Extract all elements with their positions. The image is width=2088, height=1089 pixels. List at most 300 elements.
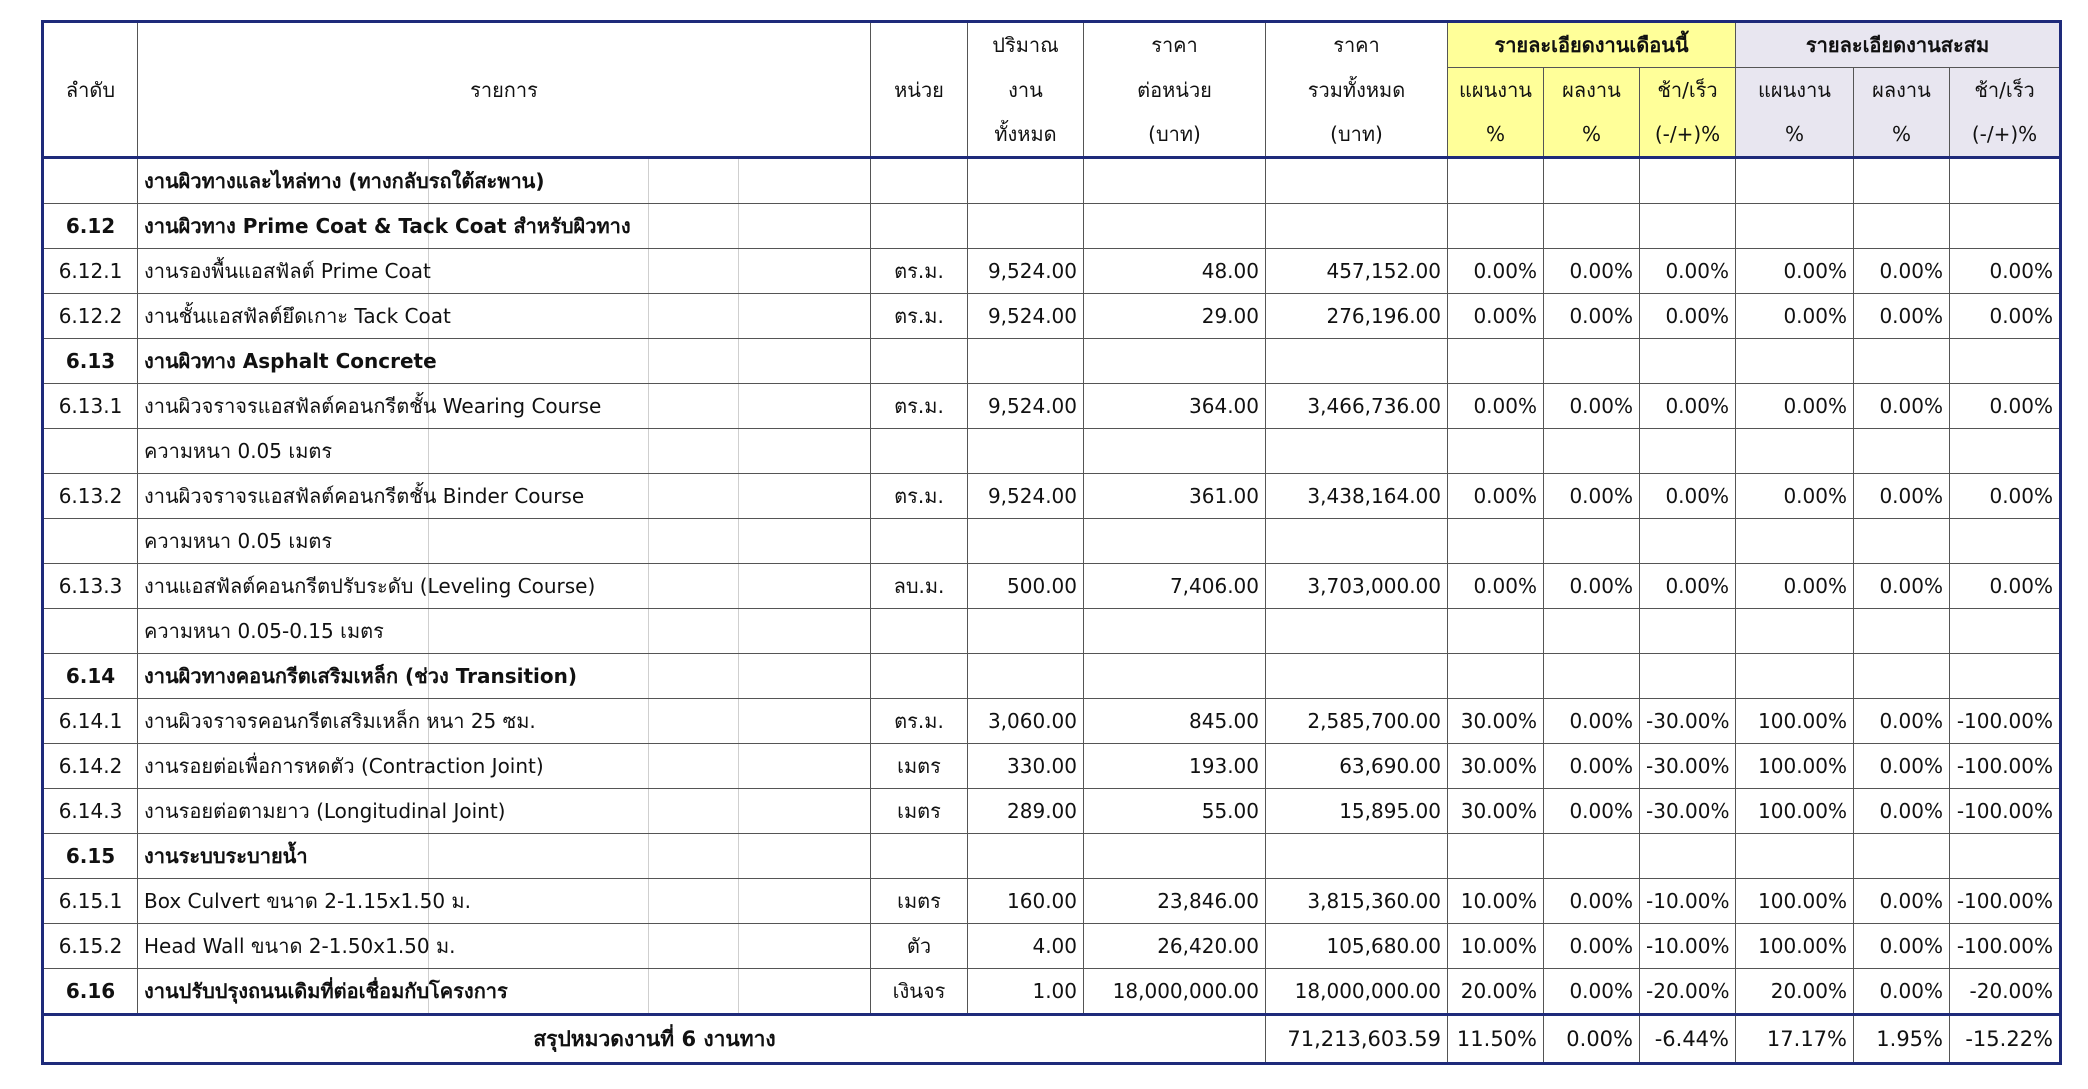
row-quantity: 9,524.00: [968, 384, 1084, 429]
row-number: 6.13: [43, 339, 138, 384]
row-cum-diff: -100.00%: [1950, 789, 2061, 834]
table-row: [43, 158, 2061, 204]
row-month-diff: [1640, 834, 1736, 879]
summary-cum-diff: -15.22%: [1950, 1015, 2061, 1064]
desc-gridline: [738, 744, 739, 788]
row-description: [138, 564, 871, 609]
table-row: [43, 429, 2061, 474]
row-description: [138, 519, 871, 564]
row-month-diff: [1640, 429, 1736, 474]
desc-gridline: [648, 834, 649, 878]
row-unit: [871, 429, 968, 474]
header-cum-plan: แผนงาน: [1736, 68, 1854, 113]
row-month-plan: 0.00%: [1448, 564, 1544, 609]
summary-cum-plan: 17.17%: [1736, 1015, 1854, 1064]
header-total-price-line3: (บาท): [1266, 112, 1448, 158]
row-number: 6.13.2: [43, 474, 138, 519]
header-month-result-pct: %: [1544, 112, 1640, 158]
row-cum-result: 0.00%: [1854, 564, 1950, 609]
row-description-text: งานแอสฟัลต์คอนกรีตปรับระดับ (Leveling Course): [144, 574, 596, 598]
desc-gridline: [738, 879, 739, 923]
row-cum-plan: 0.00%: [1736, 474, 1854, 519]
row-unit-price: 48.00: [1084, 249, 1266, 294]
row-unit-price: 29.00: [1084, 294, 1266, 339]
desc-gridline: [428, 609, 429, 653]
row-cum-result: 0.00%: [1854, 249, 1950, 294]
table-body: [43, 158, 2061, 1015]
row-month-result: 0.00%: [1544, 249, 1640, 294]
row-month-plan: 30.00%: [1448, 789, 1544, 834]
row-cum-plan: [1736, 519, 1854, 564]
row-quantity: 9,524.00: [968, 249, 1084, 294]
header-total-price-line1: ราคา: [1266, 22, 1448, 68]
desc-gridline: [648, 789, 649, 833]
table-row: [43, 564, 2061, 609]
row-unit: [871, 519, 968, 564]
row-cum-result: [1854, 158, 1950, 204]
row-number: 6.14.2: [43, 744, 138, 789]
row-unit: [871, 204, 968, 249]
row-month-result: 0.00%: [1544, 294, 1640, 339]
row-cum-diff: 0.00%: [1950, 294, 2061, 339]
row-cum-plan: [1736, 609, 1854, 654]
row-month-diff: [1640, 519, 1736, 564]
row-unit-price: 7,406.00: [1084, 564, 1266, 609]
row-total-price: 3,815,360.00: [1266, 879, 1448, 924]
row-cum-plan: 100.00%: [1736, 744, 1854, 789]
row-unit: ลบ.ม.: [871, 564, 968, 609]
desc-gridline: [648, 249, 649, 293]
row-description: [138, 339, 871, 384]
row-number: 6.14: [43, 654, 138, 699]
row-cum-diff: -100.00%: [1950, 924, 2061, 969]
row-month-plan: 10.00%: [1448, 879, 1544, 924]
row-description: [138, 744, 871, 789]
row-cum-plan: [1736, 834, 1854, 879]
desc-gridline: [648, 924, 649, 968]
desc-gridline: [738, 204, 739, 248]
row-month-plan: 0.00%: [1448, 384, 1544, 429]
row-unit: เมตร: [871, 879, 968, 924]
desc-gridline: [738, 294, 739, 338]
row-description: [138, 204, 871, 249]
header-month-result: ผลงาน: [1544, 68, 1640, 113]
header-month-diff: ช้า/เร็ว: [1640, 68, 1736, 113]
row-cum-result: 0.00%: [1854, 294, 1950, 339]
row-quantity: 1.00: [968, 969, 1084, 1015]
table-row: [43, 384, 2061, 429]
table-row: [43, 339, 2061, 384]
row-cum-plan: [1736, 654, 1854, 699]
row-month-diff: [1640, 654, 1736, 699]
row-month-result: 0.00%: [1544, 474, 1640, 519]
row-unit-price: [1084, 204, 1266, 249]
row-description: [138, 249, 871, 294]
row-description-text: งานระบบระบายน้ำ: [144, 844, 308, 868]
summary-row: [43, 1015, 2061, 1064]
row-month-result: [1544, 609, 1640, 654]
row-quantity: [968, 834, 1084, 879]
header-qty-line2: งาน: [968, 68, 1084, 113]
row-unit: [871, 654, 968, 699]
table-row: [43, 834, 2061, 879]
row-cum-plan: [1736, 204, 1854, 249]
header-item: รายการ: [138, 22, 871, 158]
header-cum-result: ผลงาน: [1854, 68, 1950, 113]
row-total-price: [1266, 834, 1448, 879]
header-month-plan-pct: %: [1448, 112, 1544, 158]
row-month-diff: 0.00%: [1640, 474, 1736, 519]
row-description-text: ความหนา 0.05 เมตร: [144, 529, 333, 553]
row-month-plan: 20.00%: [1448, 969, 1544, 1015]
desc-gridline: [648, 204, 649, 248]
row-description: [138, 969, 871, 1015]
row-month-plan: [1448, 834, 1544, 879]
table-row: [43, 609, 2061, 654]
desc-gridline: [738, 474, 739, 518]
row-quantity: [968, 204, 1084, 249]
row-month-result: 0.00%: [1544, 744, 1640, 789]
row-cum-diff: [1950, 339, 2061, 384]
header-unit-price-line2: ต่อหน่วย: [1084, 68, 1266, 113]
header-this-month: รายละเอียดงานเดือนนี้: [1448, 22, 1736, 68]
row-quantity: [968, 339, 1084, 384]
row-unit-price: [1084, 339, 1266, 384]
desc-gridline: [648, 969, 649, 1013]
row-month-diff: -10.00%: [1640, 924, 1736, 969]
row-number: 6.14.1: [43, 699, 138, 744]
table-row: [43, 699, 2061, 744]
row-month-result: 0.00%: [1544, 969, 1640, 1015]
table-row: [43, 204, 2061, 249]
row-number: 6.15.2: [43, 924, 138, 969]
row-cum-plan: 100.00%: [1736, 699, 1854, 744]
header-total-price-line2: รวมทั้งหมด: [1266, 68, 1448, 113]
row-unit-price: 55.00: [1084, 789, 1266, 834]
row-number: 6.13.1: [43, 384, 138, 429]
row-total-price: [1266, 339, 1448, 384]
row-quantity: 9,524.00: [968, 474, 1084, 519]
row-total-price: [1266, 429, 1448, 474]
desc-gridline: [738, 339, 739, 383]
row-quantity: 160.00: [968, 879, 1084, 924]
table-row: [43, 969, 2061, 1015]
row-cum-diff: 0.00%: [1950, 249, 2061, 294]
row-month-plan: 0.00%: [1448, 474, 1544, 519]
row-unit: ตัว: [871, 924, 968, 969]
row-unit: ตร.ม.: [871, 474, 968, 519]
row-month-plan: [1448, 204, 1544, 249]
row-month-result: [1544, 339, 1640, 384]
table-row: [43, 519, 2061, 564]
row-cum-plan: 0.00%: [1736, 294, 1854, 339]
row-unit: [871, 158, 968, 204]
header-unit: หน่วย: [871, 22, 968, 158]
row-month-plan: [1448, 429, 1544, 474]
table-row: [43, 654, 2061, 699]
desc-gridline: [648, 294, 649, 338]
desc-gridline: [648, 474, 649, 518]
desc-gridline: [648, 699, 649, 743]
row-month-diff: 0.00%: [1640, 294, 1736, 339]
progress-table: [41, 20, 2062, 1065]
row-cum-plan: [1736, 158, 1854, 204]
row-month-plan: [1448, 158, 1544, 204]
header-qty-line3: ทั้งหมด: [968, 112, 1084, 158]
desc-gridline: [648, 429, 649, 473]
row-cum-diff: [1950, 609, 2061, 654]
row-unit: [871, 834, 968, 879]
row-description: [138, 924, 871, 969]
row-cum-result: [1854, 834, 1950, 879]
row-total-price: 18,000,000.00: [1266, 969, 1448, 1015]
row-month-plan: 0.00%: [1448, 249, 1544, 294]
row-month-result: 0.00%: [1544, 924, 1640, 969]
row-quantity: 500.00: [968, 564, 1084, 609]
row-number: 6.14.3: [43, 789, 138, 834]
row-number: 6.15.1: [43, 879, 138, 924]
desc-gridline: [648, 744, 649, 788]
row-total-price: 276,196.00: [1266, 294, 1448, 339]
table-row: [43, 744, 2061, 789]
desc-gridline: [738, 969, 739, 1013]
row-cum-result: 0.00%: [1854, 474, 1950, 519]
row-month-plan: [1448, 339, 1544, 384]
row-description-text: งานผิวจราจรแอสฟัลต์คอนกรีตชั้น Binder Course: [144, 484, 585, 508]
row-total-price: [1266, 654, 1448, 699]
row-cum-plan: 20.00%: [1736, 969, 1854, 1015]
row-cum-plan: 0.00%: [1736, 249, 1854, 294]
table-row: [43, 879, 2061, 924]
row-description-text: Head Wall ขนาด 2-1.50x1.50 ม.: [144, 934, 456, 958]
row-quantity: 330.00: [968, 744, 1084, 789]
row-month-plan: 0.00%: [1448, 294, 1544, 339]
row-cum-result: 0.00%: [1854, 699, 1950, 744]
row-description-text: งานปรับปรุงถนนเดิมที่ต่อเชื่อมกับโครงการ: [144, 979, 508, 1003]
row-number: 6.13.3: [43, 564, 138, 609]
desc-gridline: [738, 654, 739, 698]
row-cum-diff: 0.00%: [1950, 564, 2061, 609]
desc-gridline: [648, 564, 649, 608]
row-month-result: [1544, 834, 1640, 879]
row-month-diff: 0.00%: [1640, 249, 1736, 294]
row-cum-diff: -100.00%: [1950, 699, 2061, 744]
row-quantity: 289.00: [968, 789, 1084, 834]
row-description-text: งานผิวทางคอนกรีตเสริมเหล็ก (ช่วง Transition): [144, 664, 578, 688]
row-cum-result: [1854, 339, 1950, 384]
row-cum-plan: 0.00%: [1736, 384, 1854, 429]
row-month-result: 0.00%: [1544, 879, 1640, 924]
row-quantity: [968, 519, 1084, 564]
header-cum-result-pct: %: [1854, 112, 1950, 158]
row-cum-diff: -100.00%: [1950, 879, 2061, 924]
row-cum-plan: [1736, 429, 1854, 474]
row-cum-plan: 0.00%: [1736, 564, 1854, 609]
row-unit-price: [1084, 519, 1266, 564]
row-number: 6.12.1: [43, 249, 138, 294]
desc-gridline: [738, 564, 739, 608]
row-description: [138, 789, 871, 834]
row-unit-price: [1084, 609, 1266, 654]
desc-gridline: [738, 159, 739, 203]
row-cum-diff: -20.00%: [1950, 969, 2061, 1015]
row-total-price: 15,895.00: [1266, 789, 1448, 834]
row-cum-diff: [1950, 204, 2061, 249]
row-cum-diff: 0.00%: [1950, 384, 2061, 429]
desc-gridline: [648, 384, 649, 428]
row-number: 6.12: [43, 204, 138, 249]
row-cum-diff: [1950, 519, 2061, 564]
desc-gridline: [738, 519, 739, 563]
row-cum-result: 0.00%: [1854, 924, 1950, 969]
row-description-text: ความหนา 0.05 เมตร: [144, 439, 333, 463]
row-month-plan: [1448, 609, 1544, 654]
row-description: [138, 609, 871, 654]
table-header: [43, 22, 2061, 158]
row-cum-result: [1854, 654, 1950, 699]
row-unit-price: [1084, 429, 1266, 474]
desc-gridline: [738, 789, 739, 833]
row-total-price: 3,438,164.00: [1266, 474, 1448, 519]
row-month-diff: 0.00%: [1640, 384, 1736, 429]
desc-gridline: [648, 879, 649, 923]
row-description-text: งานผิวทาง Prime Coat & Tack Coat สำหรับผิวทาง: [144, 214, 631, 238]
row-description: [138, 429, 871, 474]
row-description-text: งานผิวทาง Asphalt Concrete: [144, 349, 437, 373]
row-number: 6.12.2: [43, 294, 138, 339]
row-quantity: 4.00: [968, 924, 1084, 969]
row-total-price: 105,680.00: [1266, 924, 1448, 969]
row-quantity: [968, 609, 1084, 654]
row-month-diff: -30.00%: [1640, 789, 1736, 834]
row-description-text: Box Culvert ขนาด 2-1.15x1.50 ม.: [144, 889, 471, 913]
row-month-plan: 30.00%: [1448, 699, 1544, 744]
row-description-text: งานผิวจราจรคอนกรีตเสริมเหล็ก หนา 25 ซม.: [144, 709, 536, 733]
desc-gridline: [648, 339, 649, 383]
desc-gridline: [738, 429, 739, 473]
row-quantity: 9,524.00: [968, 294, 1084, 339]
row-cum-result: 0.00%: [1854, 879, 1950, 924]
row-description-text: งานรองพื้นแอสฟัลต์ Prime Coat: [144, 259, 431, 283]
desc-gridline: [428, 834, 429, 878]
row-month-result: [1544, 429, 1640, 474]
row-month-result: [1544, 158, 1640, 204]
row-month-result: 0.00%: [1544, 384, 1640, 429]
row-cum-result: [1854, 429, 1950, 474]
row-total-price: [1266, 204, 1448, 249]
desc-gridline: [738, 384, 739, 428]
row-quantity: [968, 429, 1084, 474]
row-cum-result: [1854, 519, 1950, 564]
desc-gridline: [738, 249, 739, 293]
row-cum-result: 0.00%: [1854, 384, 1950, 429]
row-cum-diff: 0.00%: [1950, 474, 2061, 519]
row-unit: เงินจร: [871, 969, 968, 1015]
row-month-plan: 30.00%: [1448, 744, 1544, 789]
row-unit-price: [1084, 834, 1266, 879]
row-description: [138, 879, 871, 924]
row-description: [138, 474, 871, 519]
desc-gridline: [738, 834, 739, 878]
row-description-text: งานรอยต่อตามยาว (Longitudinal Joint): [144, 799, 506, 823]
row-cum-plan: [1736, 339, 1854, 384]
summary-total: 71,213,603.59: [1266, 1015, 1448, 1064]
row-month-plan: 10.00%: [1448, 924, 1544, 969]
row-number: [43, 609, 138, 654]
row-month-diff: [1640, 204, 1736, 249]
row-description: [138, 834, 871, 879]
row-unit-price: [1084, 654, 1266, 699]
row-month-diff: [1640, 339, 1736, 384]
row-cum-diff: -100.00%: [1950, 744, 2061, 789]
row-total-price: 3,466,736.00: [1266, 384, 1448, 429]
row-month-diff: -30.00%: [1640, 699, 1736, 744]
row-unit: [871, 339, 968, 384]
table-row: [43, 924, 2061, 969]
table-row: [43, 789, 2061, 834]
row-unit: ตร.ม.: [871, 384, 968, 429]
table-row: [43, 294, 2061, 339]
row-unit-price: 364.00: [1084, 384, 1266, 429]
row-cum-plan: 100.00%: [1736, 924, 1854, 969]
row-cum-diff: [1950, 158, 2061, 204]
row-quantity: 3,060.00: [968, 699, 1084, 744]
row-month-result: 0.00%: [1544, 699, 1640, 744]
table-row: [43, 474, 2061, 519]
row-unit: ตร.ม.: [871, 294, 968, 339]
row-description-text: งานชั้นแอสฟัลต์ยึดเกาะ Tack Coat: [144, 304, 451, 328]
row-month-diff: [1640, 158, 1736, 204]
row-description-text: งานผิวทางและไหล่ทาง (ทางกลับรถใต้สะพาน): [144, 169, 545, 193]
row-unit-price: 23,846.00: [1084, 879, 1266, 924]
progress-report-sheet: [41, 20, 2059, 1065]
row-month-result: [1544, 204, 1640, 249]
row-unit-price: 193.00: [1084, 744, 1266, 789]
row-number: [43, 429, 138, 474]
row-quantity: [968, 158, 1084, 204]
row-total-price: 457,152.00: [1266, 249, 1448, 294]
row-unit-price: [1084, 158, 1266, 204]
row-month-plan: [1448, 519, 1544, 564]
row-description: [138, 699, 871, 744]
row-unit: ตร.ม.: [871, 699, 968, 744]
row-month-diff: -10.00%: [1640, 879, 1736, 924]
header-cum-diff: ช้า/เร็ว: [1950, 68, 2061, 113]
row-unit-price: 845.00: [1084, 699, 1266, 744]
row-month-diff: -20.00%: [1640, 969, 1736, 1015]
row-cum-diff: [1950, 834, 2061, 879]
row-month-result: [1544, 654, 1640, 699]
header-cum-diff-pct: (-/+)%: [1950, 112, 2061, 158]
row-description: [138, 158, 871, 204]
summary-month-plan: 11.50%: [1448, 1015, 1544, 1064]
header-month-plan: แผนงาน: [1448, 68, 1544, 113]
row-cum-result: 0.00%: [1854, 744, 1950, 789]
row-total-price: 2,585,700.00: [1266, 699, 1448, 744]
row-cum-result: 0.00%: [1854, 789, 1950, 834]
row-description-text: งานรอยต่อเพื่อการหดตัว (Contraction Joint): [144, 754, 544, 778]
row-cum-result: 0.00%: [1854, 969, 1950, 1015]
row-cum-plan: 100.00%: [1736, 789, 1854, 834]
header-unit-price-line1: ราคา: [1084, 22, 1266, 68]
header-cum-plan-pct: %: [1736, 112, 1854, 158]
row-cum-result: [1854, 609, 1950, 654]
row-description-text: งานผิวจราจรแอสฟัลต์คอนกรีตชั้น Wearing Course: [144, 394, 602, 418]
header-month-diff-pct: (-/+)%: [1640, 112, 1736, 158]
row-description-text: ความหนา 0.05-0.15 เมตร: [144, 619, 384, 643]
desc-gridline: [648, 609, 649, 653]
row-total-price: [1266, 609, 1448, 654]
